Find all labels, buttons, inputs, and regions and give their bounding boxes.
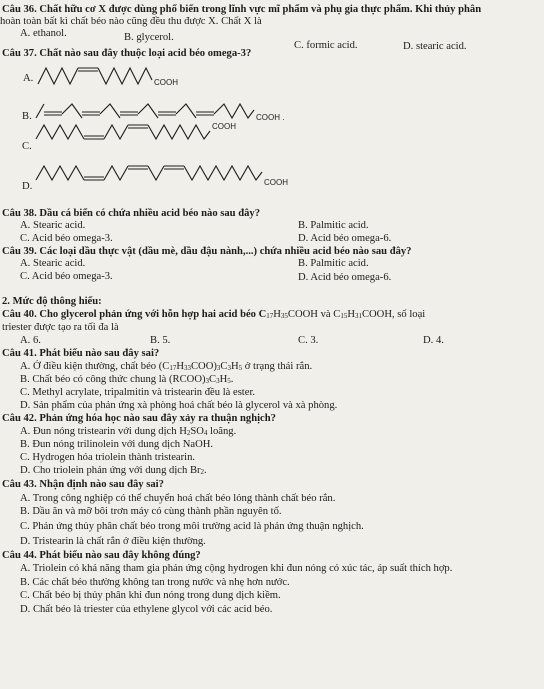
q40-sub4: 31 (354, 312, 362, 320)
q40-h2: H (347, 309, 355, 320)
q41-stem: Câu 41. Phát biểu nào sau đây sai? (2, 348, 160, 359)
q38-option-a: A. Stearic acid. (20, 220, 86, 231)
q36-option-d: D. stearic acid. (403, 41, 467, 52)
q41-a-post: ở trạng thái rắn. (242, 361, 313, 372)
q37-stem: Câu 37. Chất nào sau đây thuộc loại acid béo omega-3? (2, 48, 252, 59)
q40-stem-line1 (2, 308, 425, 321)
q41-a-sub2: 33 (183, 364, 191, 372)
q39-option-a: A. Stearic acid. (20, 258, 86, 269)
q41-b-sub3: 5 (227, 377, 231, 385)
q41-option-a (20, 360, 312, 373)
q42-a-post: loãng. (207, 426, 237, 437)
q41-a-sub4: 3 (227, 364, 231, 372)
q37-structure-d (34, 158, 334, 198)
q43-stem: Câu 43. Nhận định nào sau đây sai? (2, 479, 164, 490)
q44-option-c: C. Chất béo bị thủy phân khi đun nóng trong dung dịch kiềm. (20, 590, 281, 601)
q36-option-a: A. ethanol. (20, 28, 67, 39)
q44-option-d: D. Chất béo là triester của ethylene glycol với các acid béo. (20, 604, 273, 615)
q39-option-d: D. Acid béo omega-6. (298, 272, 392, 283)
q40-option-a: A. 6. (20, 335, 41, 346)
q44-stem: Câu 44. Phát biểu nào sau đây không đúng? (2, 550, 201, 561)
q40-option-b: B. 5. (150, 335, 171, 346)
q41-b-text: B. Chất béo có công thức chung là (RCOO) (20, 374, 206, 385)
q41-a-m1: H (176, 361, 184, 372)
q42-d-post: . (204, 465, 207, 476)
q40-stem-text: Câu 40. Cho glycerol phản ứng với hỗn hợp hai acid béo C (2, 309, 267, 320)
q39-stem: Câu 39. Các loại dầu thực vật (dầu mè, dầu đậu nành,...) chứa nhiều acid béo nào sau đây? (2, 246, 412, 257)
q38-stem: Câu 38. Dầu cá biển có chứa nhiều acid béo nào sau đây? (2, 208, 261, 219)
q43-option-b: B. Dầu ăn và mỡ bôi trơn máy có cùng thành phần nguyên tố. (20, 506, 282, 517)
q36-stem-line2: hoàn toàn bất kì chất béo nào cũng đều thu được X. Chất X là (0, 16, 262, 27)
q41-a-sub5: 5 (238, 364, 243, 372)
q41-option-c: C. Methyl acrylate, tripalmitin và tristearin đều là ester. (20, 387, 256, 398)
q43-option-a: A. Trong công nghiệp có thể chuyển hoá chất béo lỏng thành chất béo rắn. (20, 493, 336, 504)
q38-option-c: C. Acid béo omega-3. (20, 233, 113, 244)
q37-option-b: B. (22, 111, 32, 122)
q42-a-text: A. Đun nóng tristearin với dung dịch H (20, 426, 187, 437)
q41-b-sub1: 3 (205, 377, 210, 385)
q42-option-d (20, 464, 207, 477)
q36-option-b: B. glycerol. (124, 32, 174, 43)
q40-option-c: C. 3. (298, 335, 319, 346)
q37-option-c: C. (22, 141, 32, 152)
q40-end: COOH, số loại (361, 309, 426, 320)
q38-option-b: B. Palmitic acid. (298, 220, 369, 231)
q37-option-a: A. (23, 73, 34, 84)
q41-b-post: . (230, 374, 234, 385)
q42-option-c: C. Hydrogen hóa triolein thành tristearin. (20, 452, 196, 463)
q42-a-sub2: 4 (203, 429, 208, 437)
q42-d-sub1: 2 (200, 468, 205, 476)
q42-option-b: B. Đun nóng trilinolein với dung dịch NaOH. (20, 439, 214, 450)
q37-structure-a (34, 58, 214, 94)
q41-a-sub1: 17 (169, 364, 177, 372)
q37-d-cooh-label: COOH (264, 178, 288, 187)
q42-a-sub1: 2 (186, 429, 191, 437)
q40-option-d: D. 4. (423, 335, 444, 346)
q40-sub3: 15 (340, 312, 348, 320)
q37-c-cooh-label: COOH (212, 122, 236, 131)
q37-b-cooh-label: COOH . (256, 113, 285, 122)
q43-option-c: C. Phản ứng thủy phân chất béo trong môi trường acid là phản ứng thuận nghịch. (20, 521, 364, 532)
q40-sub2: 35 (280, 312, 288, 320)
q42-d-text: D. Cho triolein phản ứng với dung dịch Br (20, 465, 201, 476)
q41-b-m1: C (209, 374, 217, 385)
q41-b-m2: H (219, 374, 228, 385)
q41-a-m3: C (220, 361, 228, 372)
q36-option-c: C. formic acid. (294, 40, 358, 51)
q37-a-cooh-label: COOH (154, 78, 178, 87)
q41-a-sub3: 3 (216, 364, 221, 372)
q41-option-b (20, 373, 233, 386)
q42-option-a (20, 425, 236, 438)
q44-option-b: B. Các chất béo thường không tan trong nước và nhẹ hơn nước. (20, 577, 290, 588)
q40-stem-line2: triester được tạo ra tối đa là (2, 322, 119, 333)
q36-stem-line1: Câu 36. Chất hữu cơ X được dùng phổ biến trong lĩnh vực mĩ phẩm và phụ gia thực phẩm. Khi thủy phân (2, 4, 482, 15)
q37-structure-c (34, 117, 244, 157)
q41-b-sub2: 3 (216, 377, 220, 385)
q39-option-b: B. Palmitic acid. (298, 258, 369, 269)
q41-a-text: A. Ở điều kiện thường, chất béo (C (20, 361, 170, 372)
q41-option-d: D. Sản phẩm của phản ứng xà phòng hoá chất béo là glycerol và xà phòng. (20, 400, 338, 411)
q43-option-d: D. Tristearin là chất rắn ở điều kiện thường. (20, 536, 206, 547)
q38-option-d: D. Acid béo omega-6. (298, 233, 392, 244)
q44-option-a: A. Triolein có khả năng tham gia phản ứng cộng hydrogen khi đun nóng có xúc tác, áp suất thích hợp. (20, 563, 453, 574)
q40-sub1: 17 (266, 312, 274, 320)
q41-a-m2: COO) (190, 361, 217, 372)
q40-h1: H (273, 309, 281, 320)
q42-stem: Câu 42. Phản ứng hóa học nào sau đây xảy ra thuận nghịch? (2, 413, 276, 424)
section-heading: 2. Mức độ thông hiểu: (2, 296, 102, 307)
q37-option-d: D. (22, 181, 33, 192)
q40-mid: COOH và C (287, 309, 341, 320)
q41-a-m4: H (230, 361, 239, 372)
q42-a-m1: SO (190, 426, 204, 437)
q39-option-c: C. Acid béo omega-3. (20, 271, 113, 282)
